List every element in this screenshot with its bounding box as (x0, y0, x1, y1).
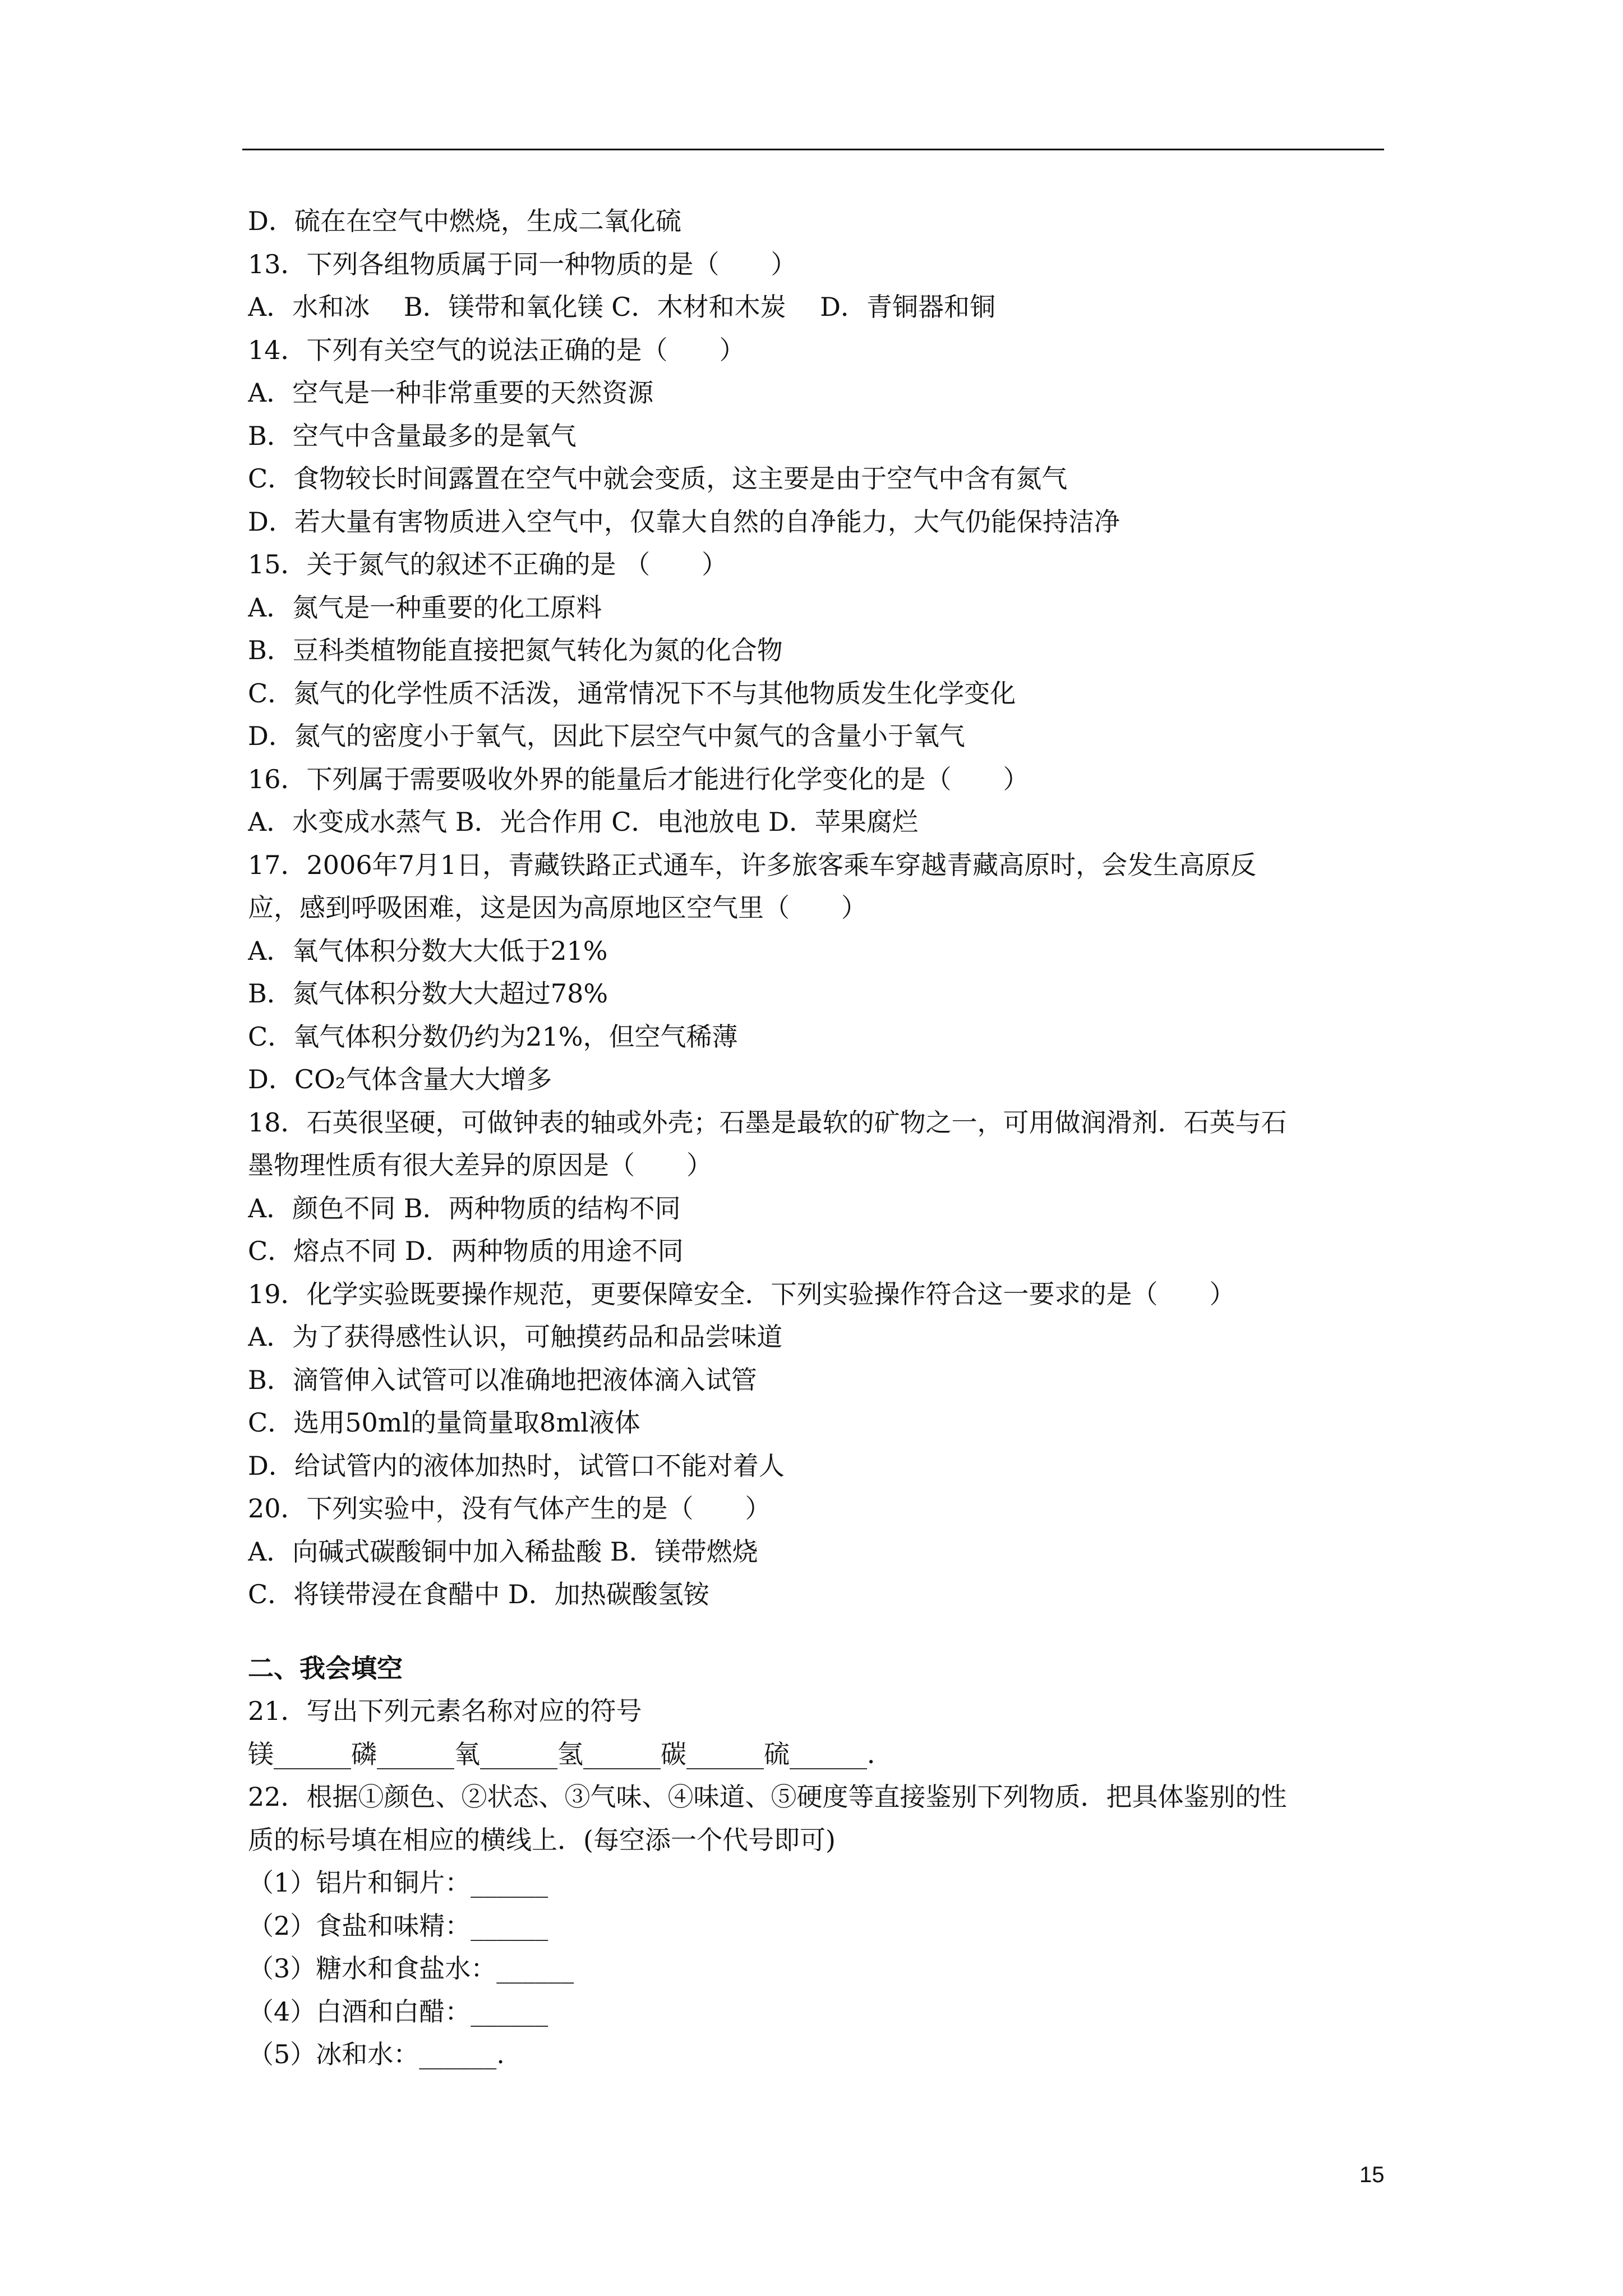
text-line: C．氮气的化学性质不活泼，通常情况下不与其他物质发生化学变化 (248, 678, 1016, 708)
text-line: 19．化学实验既要操作规范，更要保障安全．下列实验操作符合这一要求的是（ ） (248, 1278, 1235, 1309)
text-line: D．若大量有害物质进入空气中，仅靠大自然的自净能力，大气仍能保持洁净 (248, 506, 1120, 537)
text-line: C．食物较长时间露置在空气中就会变质，这主要是由于空气中含有氮气 (248, 463, 1068, 494)
page-number: 15 (1359, 2162, 1385, 2187)
text-line: A．水变成水蒸气 B．光合作用 C．电池放电 D．苹果腐烂 (248, 807, 918, 837)
text-line: D．硫在在空气中燃烧，生成二氧化硫 (248, 206, 681, 236)
text-line: 21．写出下列元素名称对应的符号 (248, 1696, 642, 1726)
text-line: A．向碱式碳酸铜中加入稀盐酸 B．镁带燃烧 (248, 1536, 758, 1567)
text-line: 20．下列实验中，没有气体产生的是（ ） (248, 1493, 771, 1524)
text-line: C．选用50ml的量筒量取8ml液体 (248, 1407, 640, 1438)
text-line: （4）白酒和白醋：______ (248, 1996, 548, 2027)
text-line: 22．根据①颜色、②状态、③气味、④味道、⑤硬度等直接鉴别下列物质．把具体鉴别的性 (248, 1782, 1287, 1812)
text-line: （3）糖水和食盐水：______ (248, 1953, 574, 1984)
text-line: 14．下列有关空气的说法正确的是（ ） (248, 334, 745, 365)
text-line: （5）冰和水：______. (248, 2039, 505, 2069)
text-line: （1）铝片和铜片：______ (248, 1867, 548, 1898)
text-line: 16．下列属于需要吸收外界的能量后才能进行化学变化的是（ ） (248, 763, 1029, 794)
header-rule (242, 149, 1384, 150)
section-gap (248, 1616, 1386, 1647)
text-line: A．空气是一种非常重要的天然资源 (248, 378, 654, 408)
text-line: D．给试管内的液体加热时，试管口不能对着人 (248, 1450, 785, 1481)
text-line: C．熔点不同 D．两种物质的用途不同 (248, 1236, 684, 1266)
text-line: （2）食盐和味精：______ (248, 1910, 548, 1941)
text-line: D．氮气的密度小于氧气，因此下层空气中氮气的含量小于氧气 (248, 721, 965, 751)
text-line: 应，感到呼吸困难，这是因为高原地区空气里（ ） (248, 892, 867, 923)
text-line: A．氮气是一种重要的化工原料 (248, 592, 602, 623)
text-line: A．水和冰 B．镁带和氧化镁 C．木材和木炭 D．青铜器和铜 (248, 292, 995, 322)
section-heading: 二、我会填空 (248, 1653, 403, 1683)
text-line: A．为了获得感性认识，可触摸药品和品尝味道 (248, 1322, 783, 1352)
text-line: C．将镁带浸在食醋中 D．加热碳酸氢铵 (248, 1579, 709, 1609)
text-line: 质的标号填在相应的横线上．(每空添一个代号即可) (248, 1824, 836, 1855)
text-line: B．滴管伸入试管可以准确地把液体滴入试管 (248, 1364, 757, 1395)
text-line: 17．2006年7月1日，青藏铁路正式通车，许多旅客乘车穿越青藏高原时，会发生高原反 (248, 849, 1257, 880)
text-line: B．空气中含量最多的是氧气 (248, 420, 577, 451)
text-line: 18．石英很坚硬，可做钟表的轴或外壳；石墨是最软的矿物之一，可用做润滑剂．石英与石 (248, 1107, 1287, 1138)
text-line: 13．下列各组物质属于同一种物质的是（ ） (248, 249, 797, 279)
text-line: D．CO₂气体含量大大增多 (248, 1064, 552, 1094)
text-line: A．颜色不同 B．两种物质的结构不同 (248, 1193, 681, 1223)
text-line: B．豆科类植物能直接把氮气转化为氮的化合物 (248, 635, 783, 665)
question-text-block (248, 200, 1386, 2076)
text-line: 15．关于氮气的叙述不正确的是 （ ） (248, 549, 728, 579)
text-line: A．氧气体积分数大大低于21% (248, 935, 608, 966)
text-line: C．氧气体积分数仍约为21%，但空气稀薄 (248, 1021, 738, 1052)
text-line: 镁______磷______氧______氢______碳______硫______． (248, 1738, 893, 1769)
text-line: B．氮气体积分数大大超过78% (248, 978, 608, 1009)
text-line: 墨物理性质有很大差异的原因是（ ） (248, 1150, 712, 1180)
